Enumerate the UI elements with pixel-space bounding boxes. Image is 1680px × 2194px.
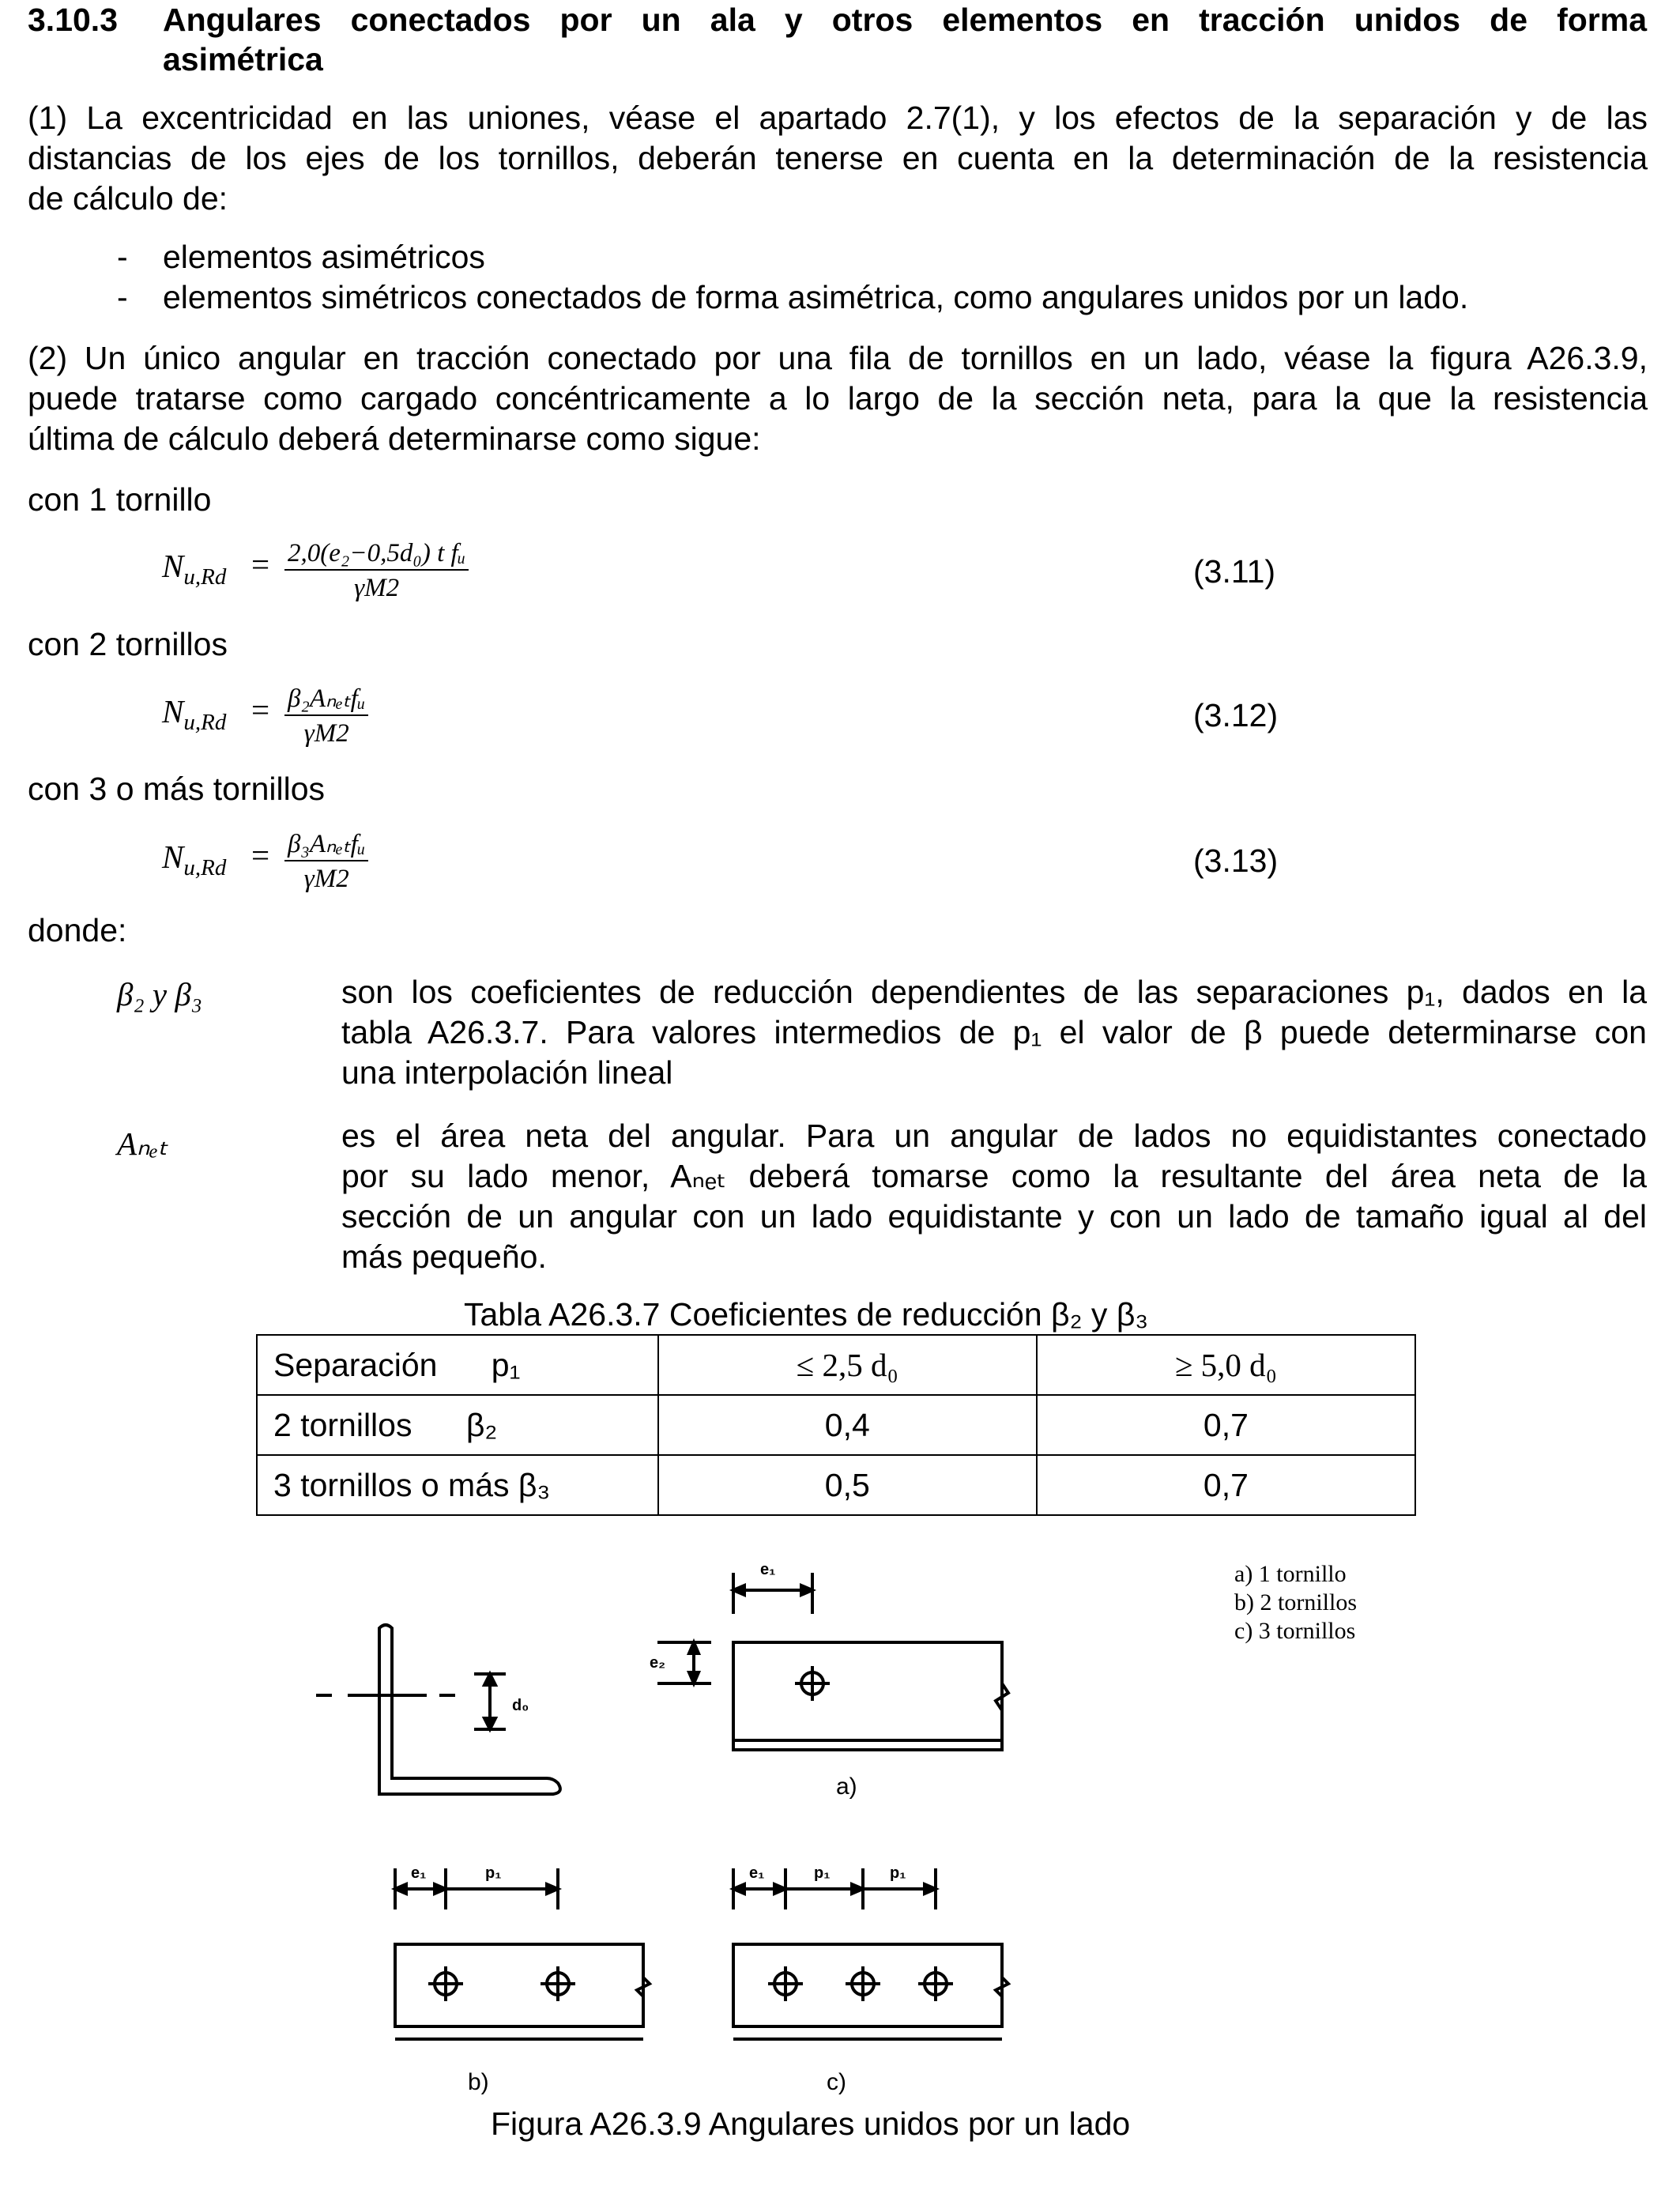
case-label: con 2 tornillos xyxy=(28,626,228,662)
definition-text xyxy=(341,972,1647,1093)
lhs-subscript: u,Rd xyxy=(183,855,227,881)
definition-symbol: β₂ y β₃ xyxy=(117,976,203,1012)
equation-lhs xyxy=(162,692,226,736)
definition-line: más pequeño. xyxy=(341,1238,547,1275)
fraction-numerator: β₃Aₙₑₜfᵤ xyxy=(288,830,366,858)
dim-label-e1: e₁ xyxy=(749,1864,765,1882)
equation-lhs xyxy=(162,547,226,590)
arrowhead xyxy=(733,1884,744,1894)
figure-label-a: a) xyxy=(836,1774,857,1800)
paragraph-1-line: de cálculo de: xyxy=(28,180,228,217)
dim-label-e2: e₂ xyxy=(650,1654,666,1672)
table-caption: Tabla A26.3.7 Coeficientes de reducción β₂ y β₃ xyxy=(464,1296,1149,1333)
equals-sign: = xyxy=(251,837,270,873)
fraction-denominator: γM2 xyxy=(303,865,349,893)
case-label: con 3 o más tornillos xyxy=(28,771,326,807)
equation-fraction xyxy=(284,828,368,896)
figure-caption: Figura A26.3.9 Angulares unidos por un lado xyxy=(491,2105,1131,2142)
fraction-denominator: γM2 xyxy=(354,574,400,602)
definition-line: es el área neta del angular. Para un angular de lados no equidistantes conectado xyxy=(341,1118,1647,1154)
equation-lhs xyxy=(162,838,226,881)
definition-text xyxy=(341,1116,1647,1277)
arrowhead xyxy=(689,1672,699,1683)
bullet-item: elementos asimétricos xyxy=(163,239,485,275)
dim-label-d0: d₀ xyxy=(512,1697,529,1714)
arrowhead xyxy=(925,1884,936,1894)
table-cell: 2 tornillos β₂ xyxy=(257,1395,658,1455)
figure-label-c: c) xyxy=(827,2069,846,2095)
definition-line: son los coeficientes de reducción dependientes de las separaciones p₁, dados en la xyxy=(341,974,1647,1010)
lhs-subscript: u,Rd xyxy=(183,564,227,590)
donde-label: donde: xyxy=(28,912,127,948)
lhs-subscript: u,Rd xyxy=(183,710,227,736)
arrowhead xyxy=(774,1884,785,1894)
dim-label-e1: e₁ xyxy=(411,1864,427,1882)
table-row xyxy=(257,1395,1415,1455)
table-cell: ≤ 2,5 d₀ xyxy=(658,1335,1037,1395)
angles-figure xyxy=(0,1541,1680,2126)
arrowhead xyxy=(733,1585,744,1595)
fraction-numerator: β₂Aₙₑₜfᵤ xyxy=(288,684,366,713)
arrowhead xyxy=(689,1642,699,1653)
definition-line: una interpolación lineal xyxy=(341,1054,673,1091)
dim-label-e1: e₁ xyxy=(760,1561,776,1578)
arrowhead xyxy=(435,1884,446,1894)
paragraph-2-line: puede tratarse como cargado concéntricamente a lo largo de la sección neta, para la que la resistencia xyxy=(28,380,1648,417)
arrowhead xyxy=(801,1585,812,1595)
paragraph-2 xyxy=(28,338,1648,459)
table-cell: 0,7 xyxy=(1037,1455,1415,1515)
equals-sign: = xyxy=(251,546,270,582)
figure-legend xyxy=(1234,1560,1357,1646)
dim-label-p1: p₁ xyxy=(485,1864,502,1882)
paragraph-2-line: última de cálculo deberá determinarse como sigue: xyxy=(28,420,761,457)
paragraph-1 xyxy=(28,98,1648,219)
plate-a xyxy=(733,1642,1002,1750)
table-row xyxy=(257,1455,1415,1515)
definition-line: tabla A26.3.7. Para valores intermedios de p₁ el valor de β puede determinarse con xyxy=(341,1014,1647,1050)
section-title-line1: Angulares conectados por un ala y otros elementos en tracción unidos de forma xyxy=(163,2,1647,38)
bullet-dash: - xyxy=(117,239,128,275)
dim-label-p1: p₁ xyxy=(814,1864,831,1882)
definition-symbol: Aₙₑₜ xyxy=(117,1125,168,1162)
equation-number: (3.12) xyxy=(1193,697,1279,733)
table-cell: 0,5 xyxy=(658,1455,1037,1515)
dim-label-p1: p₁ xyxy=(890,1864,906,1882)
paragraph-1-line: distancias de los ejes de los tornillos, deberán tenerse en cuenta en la determinación de la resistencia xyxy=(28,140,1648,176)
definition-line: por su lado menor, Aₙₑₜ deberá tomarse como la resultante del área neta de la xyxy=(341,1158,1647,1194)
reduction-coefficients-table xyxy=(256,1334,1416,1516)
arrowhead xyxy=(852,1884,863,1894)
table-cell: 3 tornillos o más β₃ xyxy=(257,1455,658,1515)
equation-number: (3.13) xyxy=(1193,843,1279,879)
table-cell: ≥ 5,0 d₀ xyxy=(1037,1335,1415,1395)
arrowhead xyxy=(395,1884,406,1894)
arrowhead xyxy=(484,1718,495,1729)
legend-item: a) 1 tornillo xyxy=(1234,1561,1347,1587)
section-title-line2: asimétrica xyxy=(163,41,323,77)
equation-fraction xyxy=(284,683,368,751)
table-row xyxy=(257,1335,1415,1395)
equation-number: (3.11) xyxy=(1193,553,1276,590)
section-number: 3.10.3 xyxy=(28,2,118,38)
equation-fraction xyxy=(284,537,469,605)
arrowhead xyxy=(484,1674,495,1685)
definition-line: sección de un angular con un lado equidistante y con un lado de tamaño igual al del xyxy=(341,1198,1647,1235)
arrowhead xyxy=(547,1884,558,1894)
legend-item: c) 3 tornillos xyxy=(1234,1618,1356,1644)
bullet-dash: - xyxy=(117,279,128,315)
lhs-symbol: N xyxy=(162,548,184,584)
fraction-numerator: 2,0(e₂−0,5d₀) t fᵤ xyxy=(288,539,466,567)
paragraph-1-line: (1) La excentricidad en las uniones, véase el apartado 2.7(1), y los efectos de la separación y de las xyxy=(28,100,1648,136)
angle-section-outline xyxy=(379,1625,560,1794)
table-cell: 0,4 xyxy=(658,1395,1037,1455)
table-cell: Separación p₁ xyxy=(257,1335,658,1395)
lhs-symbol: N xyxy=(162,839,184,875)
bullet-item: elementos simétricos conectados de forma asimétrica, como angulares unidos por un lado. xyxy=(163,279,1469,315)
lhs-symbol: N xyxy=(162,693,184,729)
figure-label-b: b) xyxy=(468,2069,489,2095)
case-label: con 1 tornillo xyxy=(28,481,212,518)
legend-item: b) 2 tornillos xyxy=(1234,1589,1357,1615)
table-cell: 0,7 xyxy=(1037,1395,1415,1455)
fraction-denominator: γM2 xyxy=(303,719,349,748)
equals-sign: = xyxy=(251,692,270,728)
paragraph-2-line: (2) Un único angular en tracción conectado por una fila de tornillos en un lado, véase la figura A26.3.9, xyxy=(28,340,1648,376)
